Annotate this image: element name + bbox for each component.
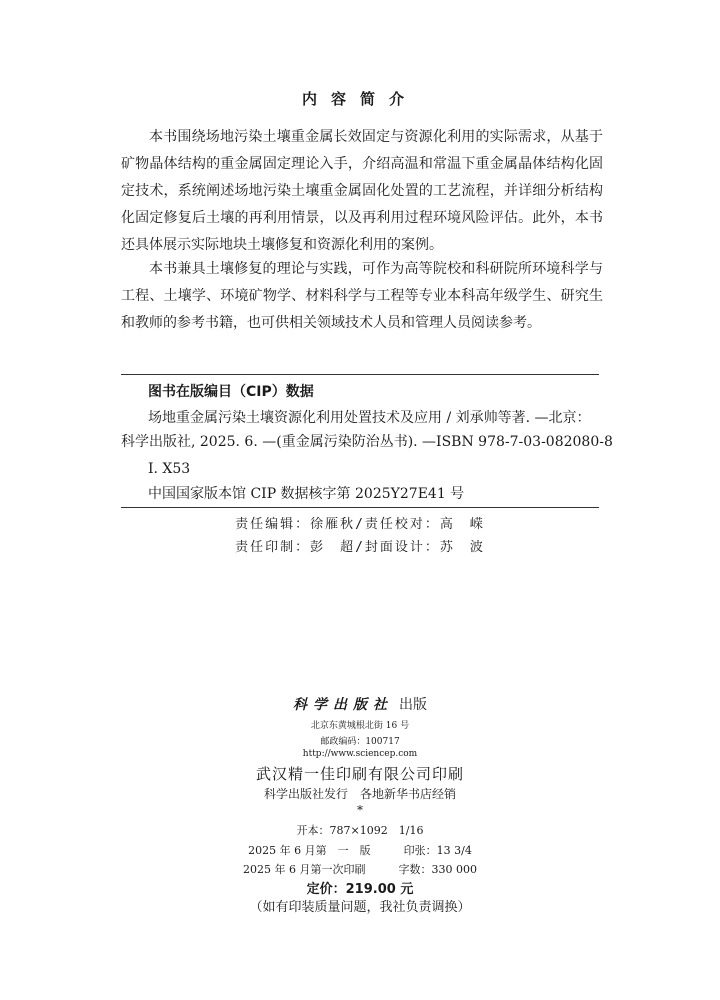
publisher-postcode: 邮政编码：100717 bbox=[320, 737, 400, 747]
cip-line-4: 中国国家版本馆 CIP 数据核字第 2025Y27E41 号 bbox=[148, 486, 465, 502]
cip-line-2: 科学出版社, 2025. 6. —(重金属污染防治丛书). —ISBN 978-7-03-082080-8 bbox=[121, 434, 613, 450]
edition-line-2: 2025 年 6 月第一次印刷 字数：330 000 bbox=[243, 863, 477, 876]
printer-line: 武汉精一佳印刷有限公司印刷 bbox=[255, 765, 464, 783]
format-line: 开本：787×1092 1/16 bbox=[296, 824, 424, 837]
separator-star: * bbox=[357, 803, 363, 817]
staff-printing-design: 责任印制：彭 超/封面设计：苏 波 bbox=[235, 540, 485, 555]
cip-top-divider bbox=[121, 374, 599, 375]
cip-bottom-divider bbox=[121, 507, 599, 508]
publisher-suffix: 出版 bbox=[399, 697, 427, 713]
page-title: 内容简介 bbox=[301, 90, 418, 108]
cip-line-3: I. X53 bbox=[148, 461, 191, 477]
staff-editors: 责任编辑：徐雁秋/责任校对：高 嵘 bbox=[235, 517, 485, 532]
publisher-address: 北京东黄城根北街 16 号 bbox=[310, 721, 410, 731]
publisher-line bbox=[0, 694, 720, 714]
cip-line-1: 场地重金属污染土壤资源化利用处置技术及应用 / 刘承帅等著. —北京： bbox=[148, 410, 591, 426]
publisher-url: http://www.sciencep.com bbox=[302, 749, 418, 759]
quality-notice: （如有印装质量问题，我社负责调换） bbox=[249, 900, 471, 915]
publisher-logo-text: 科学出版社 bbox=[293, 697, 393, 713]
distribution-line: 科学出版社发行 各地新华书店经销 bbox=[263, 787, 456, 801]
summary-paragraph-1: 本书围绕场地污染土壤重金属长效固定与资源化利用的实际需求，从基于矿物晶体结构的重金属固定理论入手，介绍高温和常温下重金属晶体结构化固定技术，系统阐述场地污染土壤重金属固化处置的工艺流程，并详细分析结构化固定修复后土壤的再利用情景，以及再利用过程环境风险评估。此外，本书还具体展示实际地块土壤修复和资源化利用的案例。 bbox=[121, 129, 603, 253]
cip-heading: 图书在版编目（CIP）数据 bbox=[148, 384, 314, 400]
edition-line-1: 2025 年 6 月第 一 版 印张：13 3/4 bbox=[248, 844, 472, 857]
summary-paragraph-2: 本书兼具土壤修复的理论与实践，可作为高等院校和科研院所环境科学与工程、土壤学、环境矿物学、材料科学与工程等专业本科高年级学生、研究生和教师的参考书籍，也可供相关领域技术人员和管理人员阅读参考。 bbox=[121, 261, 603, 331]
price-line: 定价：219.00 元 bbox=[306, 882, 414, 897]
